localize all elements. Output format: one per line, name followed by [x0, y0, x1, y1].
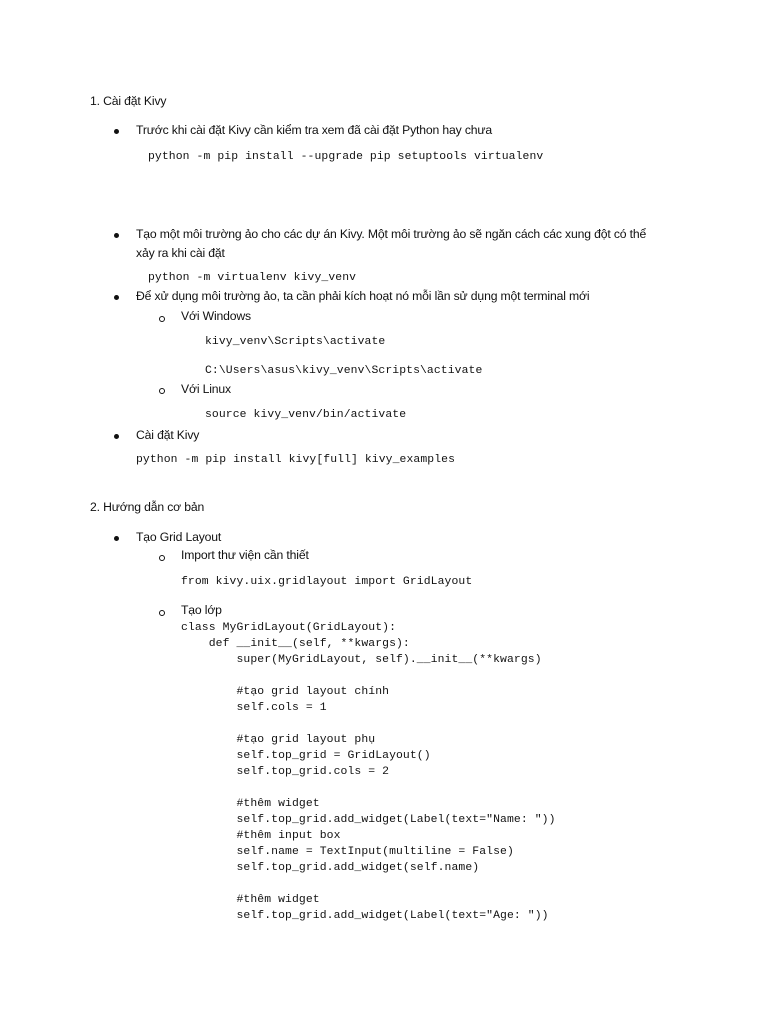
bullet-icon: [114, 536, 119, 541]
code-line-activate-windows-full: C:\Users\asus\kivy_venv\Scripts\activate: [205, 365, 483, 377]
bullet-icon: [114, 129, 119, 134]
list-item-activate-env: Để xử dụng môi trường ảo, ta cần phải kích hoạt nó mỗi lần sử dụng một terminal mới: [136, 289, 590, 303]
list-item-grid-layout: Tạo Grid Layout: [136, 530, 222, 544]
sub-item-linux: Với Linux: [181, 382, 232, 396]
sub-item-import-lib: Import thư viện cần thiết: [181, 548, 309, 562]
circle-bullet-icon: [159, 555, 165, 561]
code-line-upgrade-pip: python -m pip install --upgrade pip setuptools virtualenv: [148, 151, 544, 163]
list-item-install-kivy: Cài đặt Kivy: [136, 428, 200, 442]
circle-bullet-icon: [159, 610, 165, 616]
sub-item-windows: Với Windows: [181, 309, 252, 323]
section-heading-install: 1. Cài đặt Kivy: [90, 94, 167, 108]
circle-bullet-icon: [159, 388, 165, 394]
list-item-create-env-line2: xảy ra khi cài đặt: [136, 246, 225, 260]
bullet-icon: [114, 233, 119, 238]
code-line-virtualenv: python -m virtualenv kivy_venv: [148, 272, 357, 284]
list-item-create-env-line1: Tạo một môi trường ảo cho các dự án Kivy. Một môi trường ảo sẽ ngăn cách các xung đột có thể: [136, 227, 647, 241]
code-line-activate-windows: kivy_venv\Scripts\activate: [205, 336, 386, 348]
bullet-icon: [114, 434, 119, 439]
list-item-check-python: Trước khi cài đặt Kivy cần kiểm tra xem đã cài đặt Python hay chưa: [136, 123, 493, 137]
circle-bullet-icon: [159, 316, 165, 322]
sub-item-create-class: Tạo lớp: [181, 603, 222, 617]
code-line-activate-linux: source kivy_venv/bin/activate: [205, 409, 407, 421]
code-line-install-kivy: python -m pip install kivy[full] kivy_examples: [136, 454, 456, 466]
bullet-icon: [114, 295, 119, 300]
code-line-import-gridlayout: from kivy.uix.gridlayout import GridLayout: [181, 576, 473, 588]
section-heading-basics: 2. Hướng dẫn cơ bản: [90, 500, 205, 514]
code-block-grid-class: class MyGridLayout(GridLayout): def __init__(self, **kwargs): super(MyGridLayout, self).__init__(**kwargs) #tạo grid layout chính self.cols = 1 #tạo grid layout phụ self.top_grid = GridLayout() self.top_grid.cols = 2 #thêm widget self.top_grid.add_widget(Label(text="Name: ")) #thêm input box self.name = TextInput(multiline = False) self.top_grid.add_widget(self.name) #thêm widget self.top_grid.add_widget(Label(text="Age: ")): [181, 622, 556, 922]
